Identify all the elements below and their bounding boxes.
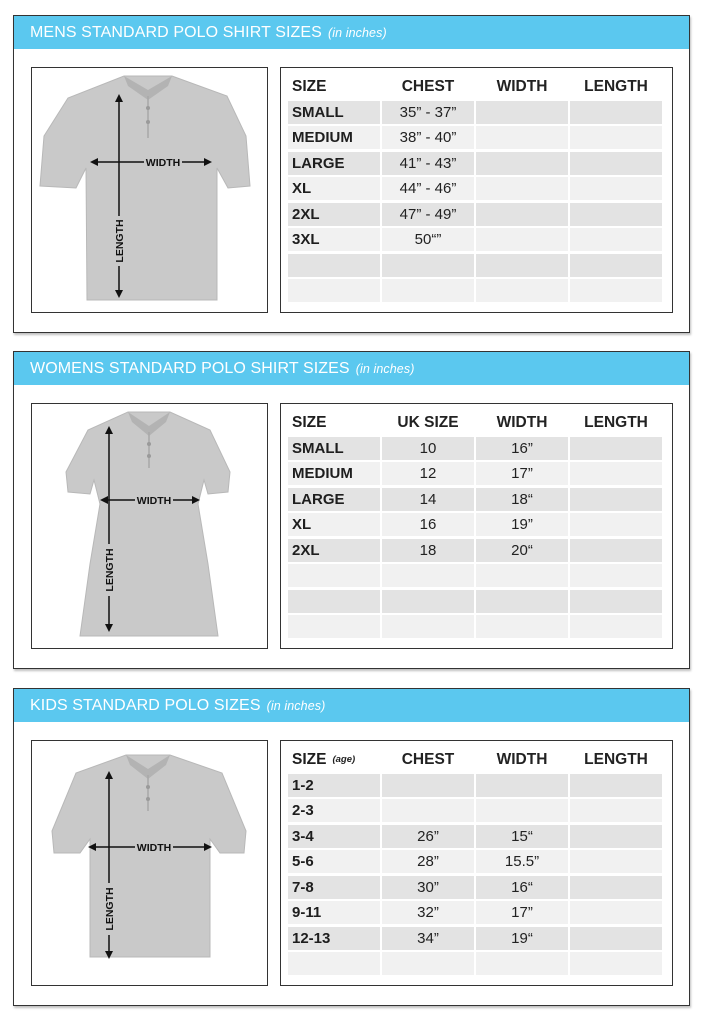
length-cell (570, 488, 662, 511)
table-row (288, 279, 666, 305)
table-row (288, 177, 666, 203)
column-header: WIDTH (476, 411, 568, 434)
chest-cell (382, 799, 474, 822)
chest-cell: 28” (382, 850, 474, 873)
column-header: WIDTH (476, 75, 568, 98)
width-cell: 16“ (476, 876, 568, 899)
mens-section-header (14, 16, 689, 49)
size-cell: 7-8 (288, 876, 380, 899)
womens-section (13, 351, 690, 669)
width-cell (476, 615, 568, 638)
width-cell (476, 774, 568, 797)
mens-shirt-image (31, 67, 268, 313)
mens-size-table (280, 67, 673, 313)
chest-cell: 30” (382, 876, 474, 899)
mens-section-title: MENS STANDARD POLO SHIRT SIZES (30, 24, 322, 41)
womens-section-header (14, 352, 689, 385)
width-cell (476, 564, 568, 587)
table-row (288, 952, 666, 978)
width-cell: 15“ (476, 825, 568, 848)
chest-cell: 32” (382, 901, 474, 924)
length-cell (570, 254, 662, 277)
chest-cell (382, 952, 474, 975)
column-header: LENGTH (570, 748, 662, 771)
chest-cell: 38” - 40” (382, 126, 474, 149)
table-row (288, 774, 666, 800)
column-header: SIZE (288, 75, 380, 98)
length-cell (570, 203, 662, 226)
size-cell: 5-6 (288, 850, 380, 873)
table-row (288, 126, 666, 152)
size-cell: 3-4 (288, 825, 380, 848)
womens-section-unit: (in inches) (355, 362, 415, 376)
length-cell (570, 952, 662, 975)
length-cell (570, 799, 662, 822)
column-header (288, 748, 380, 771)
size-cell: 9-11 (288, 901, 380, 924)
kids-section-title: KIDS STANDARD POLO SIZES (30, 697, 261, 714)
mens-polo-shirt-icon (40, 76, 250, 300)
table-row (288, 850, 666, 876)
uk-size-cell (382, 615, 474, 638)
width-cell (476, 152, 568, 175)
table-row (288, 101, 666, 127)
table-row (288, 437, 666, 463)
size-cell (288, 615, 380, 638)
table-row (288, 228, 666, 254)
length-cell (570, 437, 662, 460)
uk-size-cell: 16 (382, 513, 474, 536)
kids-section-unit: (in inches) (266, 699, 326, 713)
width-cell (476, 203, 568, 226)
chest-cell: 34” (382, 927, 474, 950)
column-header: LENGTH (570, 75, 662, 98)
width-cell (476, 952, 568, 975)
length-cell (570, 564, 662, 587)
column-header: WIDTH (476, 748, 568, 771)
size-cell: 2XL (288, 539, 380, 562)
length-cell (570, 279, 662, 302)
kids-length-label: LENGTH (104, 887, 116, 931)
table-row (288, 254, 666, 280)
size-cell: 2-3 (288, 799, 380, 822)
size-cell: XL (288, 513, 380, 536)
size-cell: 2XL (288, 203, 380, 226)
length-cell (570, 462, 662, 485)
womens-table-header (288, 411, 666, 437)
kids-size-table (280, 740, 673, 986)
womens-shirt-image (31, 403, 268, 649)
size-cell: SMALL (288, 437, 380, 460)
column-header: CHEST (382, 748, 474, 771)
age-note: (age) (332, 754, 356, 765)
width-cell: 20“ (476, 539, 568, 562)
chest-cell: 26” (382, 825, 474, 848)
size-cell (288, 279, 380, 302)
width-cell (476, 126, 568, 149)
length-cell (570, 513, 662, 536)
size-cell (288, 254, 380, 277)
length-cell (570, 228, 662, 251)
size-cell: MEDIUM (288, 126, 380, 149)
kids-section-header (14, 689, 689, 722)
size-cell: 1-2 (288, 774, 380, 797)
table-row (288, 539, 666, 565)
length-cell (570, 927, 662, 950)
chest-cell (382, 254, 474, 277)
uk-size-cell: 18 (382, 539, 474, 562)
size-cell: MEDIUM (288, 462, 380, 485)
chest-cell: 41” - 43” (382, 152, 474, 175)
uk-size-cell (382, 590, 474, 613)
table-row (288, 825, 666, 851)
length-cell (570, 825, 662, 848)
table-row (288, 590, 666, 616)
chest-cell: 44” - 46” (382, 177, 474, 200)
kids-table-header (288, 748, 666, 774)
column-header: LENGTH (570, 411, 662, 434)
womens-size-table (280, 403, 673, 649)
chest-cell (382, 774, 474, 797)
size-cell: SMALL (288, 101, 380, 124)
womens-width-label: WIDTH (136, 495, 172, 507)
kids-width-label: WIDTH (136, 842, 172, 854)
chest-cell: 50“” (382, 228, 474, 251)
table-row (288, 152, 666, 178)
width-cell (476, 177, 568, 200)
length-cell (570, 152, 662, 175)
table-row (288, 615, 666, 641)
length-cell (570, 774, 662, 797)
uk-size-cell (382, 564, 474, 587)
table-row (288, 876, 666, 902)
column-header: SIZE (288, 411, 380, 434)
length-cell (570, 177, 662, 200)
width-cell (476, 228, 568, 251)
table-row (288, 462, 666, 488)
length-cell (570, 850, 662, 873)
width-cell: 19” (476, 513, 568, 536)
womens-section-title: WOMENS STANDARD POLO SHIRT SIZES (30, 360, 350, 377)
width-cell (476, 101, 568, 124)
chest-cell: 35” - 37” (382, 101, 474, 124)
mens-section (13, 15, 690, 333)
size-cell (288, 564, 380, 587)
uk-size-cell: 10 (382, 437, 474, 460)
table-row (288, 799, 666, 825)
length-cell (570, 126, 662, 149)
size-cell (288, 952, 380, 975)
table-row (288, 488, 666, 514)
width-cell: 17” (476, 901, 568, 924)
width-cell (476, 279, 568, 302)
size-cell: 3XL (288, 228, 380, 251)
mens-width-label: WIDTH (145, 157, 181, 169)
width-cell: 16” (476, 437, 568, 460)
width-cell (476, 590, 568, 613)
width-cell (476, 799, 568, 822)
table-row (288, 203, 666, 229)
size-column-label: SIZE (292, 750, 327, 768)
width-cell (476, 254, 568, 277)
table-row (288, 927, 666, 953)
size-cell: XL (288, 177, 380, 200)
mens-section-unit: (in inches) (327, 26, 387, 40)
size-cell (288, 590, 380, 613)
table-row (288, 901, 666, 927)
uk-size-cell: 12 (382, 462, 474, 485)
uk-size-cell: 14 (382, 488, 474, 511)
womens-length-label: LENGTH (104, 548, 116, 592)
width-cell: 15.5” (476, 850, 568, 873)
length-cell (570, 615, 662, 638)
length-cell (570, 590, 662, 613)
size-cell: 12-13 (288, 927, 380, 950)
length-cell (570, 101, 662, 124)
width-cell: 17” (476, 462, 568, 485)
table-row (288, 564, 666, 590)
width-cell: 18“ (476, 488, 568, 511)
kids-section (13, 688, 690, 1006)
column-header: UK SIZE (382, 411, 474, 434)
size-cell: LARGE (288, 488, 380, 511)
width-cell: 19“ (476, 927, 568, 950)
kids-shirt-image (31, 740, 268, 986)
column-header: CHEST (382, 75, 474, 98)
length-cell (570, 901, 662, 924)
chest-cell: 47” - 49” (382, 203, 474, 226)
length-cell (570, 876, 662, 899)
size-cell: LARGE (288, 152, 380, 175)
length-cell (570, 539, 662, 562)
chest-cell (382, 279, 474, 302)
mens-length-label: LENGTH (114, 219, 126, 263)
table-row (288, 513, 666, 539)
mens-table-header (288, 75, 666, 101)
